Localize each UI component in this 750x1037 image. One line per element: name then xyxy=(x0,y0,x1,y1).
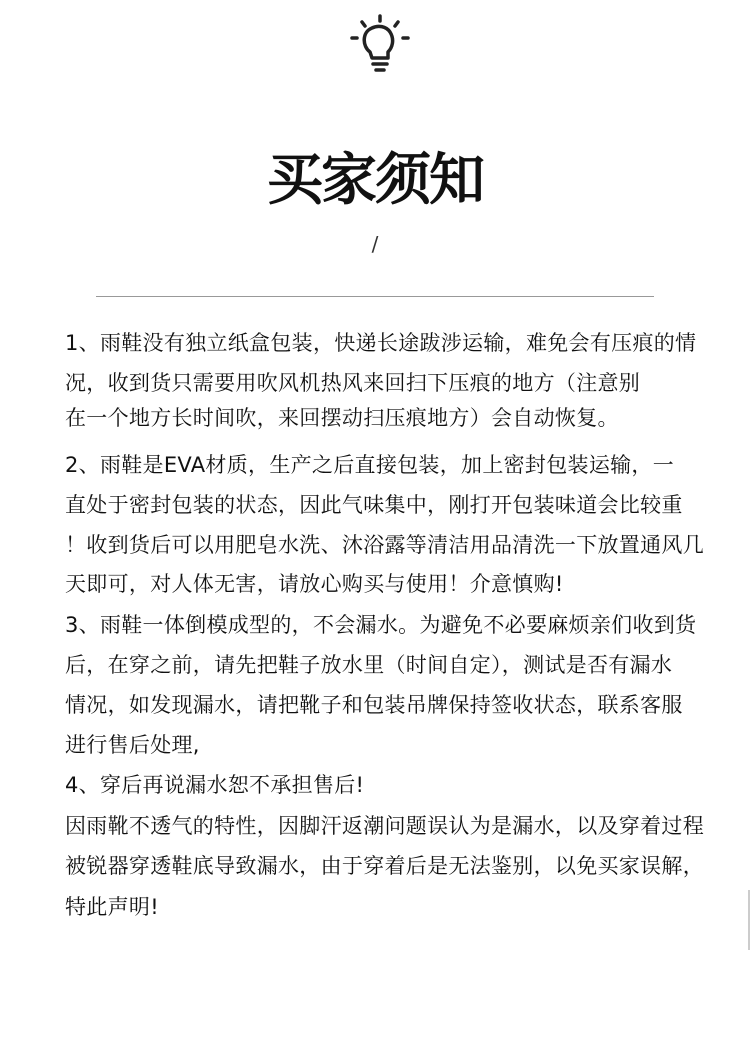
notice-line: 1、雨鞋没有独立纸盒包装，快递长途跋涉运输，难免会有压痕的情 xyxy=(65,331,697,355)
page-title: 买家须知 xyxy=(267,148,483,213)
notice-line: 3、雨鞋一体倒模成型的，不会漏水。为避免不必要麻烦亲们收到货 xyxy=(65,613,697,637)
notice-line: 在一个地方长时间吹，来回摆动扫压痕地方）会自动恢复。 xyxy=(65,406,619,430)
notice-line: 后，在穿之前，请先把鞋子放水里（时间自定），测试是否有漏水 xyxy=(65,653,673,677)
notice-line: 进行售后处理, xyxy=(65,733,200,757)
notice-line: 直处于密封包装的状态，因此气味集中，刚打开包装味道会比较重 xyxy=(65,493,683,517)
notice-line: ！收到货后可以用肥皂水洗、沐浴露等清洁用品清洗一下放置通风几 xyxy=(65,533,704,557)
notice-line: 2、雨鞋是EVA材质，生产之后直接包装，加上密封包装运输，一 xyxy=(65,453,675,477)
notice-line: 情况，如发现漏水，请把靴子和包装吊牌保持签收状态，联系客服 xyxy=(65,693,683,717)
notice-line: 4、穿后再说漏水恕不承担售后! xyxy=(65,773,365,797)
lightbulb-icon xyxy=(348,14,412,78)
notice-line: 天即可，对人体无害，请放心购买与使用！介意慎购! xyxy=(65,572,564,596)
notice-line: 被锐器穿透鞋底导致漏水，由于穿着后是无法鉴别，以免买家误解， xyxy=(65,854,704,878)
notice-line: 特此声明! xyxy=(65,895,159,919)
divider xyxy=(96,296,654,297)
notice-line: 况，收到货只需要用吹风机热风来回扫下压痕的地方（注意别 xyxy=(65,371,641,395)
title-separator: / xyxy=(371,232,379,256)
notice-line: 因雨靴不透气的特性，因脚汗返潮问题误认为是漏水，以及穿着过程 xyxy=(65,814,704,838)
